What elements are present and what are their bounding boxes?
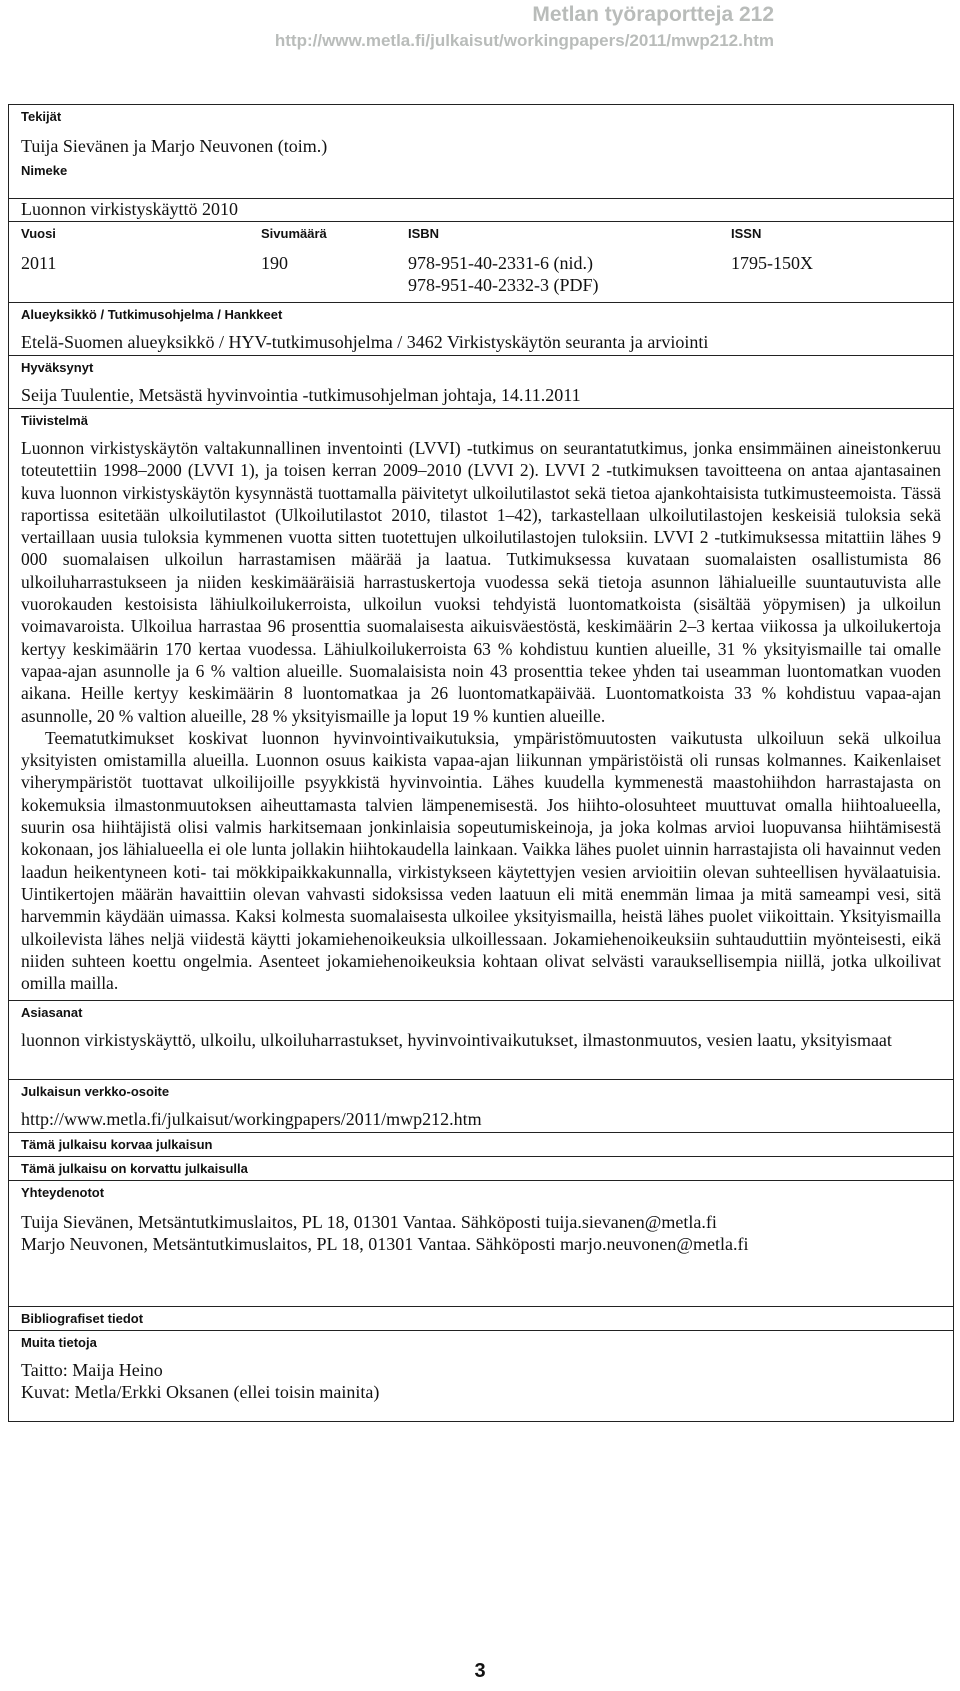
year-cell [21, 222, 261, 302]
web-label: Julkaisun verkko-osoite [21, 1084, 170, 1100]
title-label: Nimeke [21, 163, 68, 178]
contacts-row [9, 1181, 953, 1307]
contacts-label: Yhteydenotot [21, 1185, 105, 1201]
abstract-paragraph-2: Teematutkimukset koskivat luonnon hyvinvointivaikutuksia, ympäristömuutosten vaikutusta ulkoiluun sekä ulkoilua yksityisten omistamilla alueilla. Luonnon osuus kaikista vapaa-ajan liikunnan ympäristöistä oli runsas kolmannes. Kaikenlaiset viherympäristöt tuottavat ulkoilijoille psyykkistä hyvinvointia. Lähes kuudella kymmenestä maastohiihdon harrastajasta on kokemuksia ilmastonmuutoksen aiheuttamasta talvien lämpenemisestä. Jos hiihto-olosuhteet muuttuvat omalla hiihtoalueella, suurin osa hiihtäjistä olisi valmis harkitsemaan jonkinlaisia sopeutumiskeinoja, ja joka kolmas arvioi luopuvansa hiihtämisestä kokonaan, jos lähialueella ei ole lunta jollakin hiihtokaudella lainkaan. Vaikka lähes puolet uinnin harrastajista oli havainnut veden laadun heikentyneen koti- tai mökkipaikkakunnalla, virkistykseen käytettyjen vesien arvioitiin olevan suhteellisen hyvälaatuisia. Uintikertojen määrän havaittiin olevan vahvasti sidoksissa veden laatuun eli mitä enemmän limaa ja mitä sameampi vesi, sitä harvemmin käydään uimassa. Kaksi kolmesta suomalaisesta ulkoilee yksityismailla, heistä lähes puolet viikoittain. Yksityismailla ulkoilevista lähes neljä viidestä käytti jokamiehenoikeuksia ulkoillessaan. Jokamiehenoikeuksiin suhtauduttiin myönteisesti, eikä niiden suhteen koettu ongelmia. Asenteet jokamiehenoikeuksia kohtaan olivat selvästi varauksellisempia niillä, jotka ulkoilivat omilla mailla. [21, 727, 941, 994]
keywords-value: luonnon virkistyskäyttö, ulkoilu, ulkoiluharrastukset, hyvinvointivaikutukset, ilmastonmuutos, vesien laatu, yksityismaat [21, 1030, 892, 1051]
isbn-print: 978-951-40-2331-6 (nid.) [408, 253, 593, 273]
keywords-row [9, 1001, 953, 1080]
authors-label: Tekijät [21, 109, 62, 124]
unit-value: Etelä-Suomen alueyksikkö / HYV-tutkimusohjelma / 3462 Virkistyskäytön seuranta ja arviointi [21, 332, 709, 352]
abstract-row [9, 409, 953, 1001]
year-value: 2011 [21, 253, 57, 273]
other-row [9, 1331, 953, 1421]
replaced-by-label: Tämä julkaisu on korvattu julkaisulla [21, 1161, 248, 1177]
page-number: 3 [474, 1660, 486, 1682]
web-value[interactable]: http://www.metla.fi/julkaisut/workingpapers/2011/mwp212.htm [21, 1109, 482, 1130]
abstract-text [21, 437, 941, 994]
meta-row [9, 222, 953, 303]
description-form [8, 104, 954, 1422]
abstract-label: Tiivistelmä [21, 413, 88, 428]
pages-value: 190 [261, 253, 288, 273]
biblio-label: Bibliografiset tiedot [21, 1311, 144, 1327]
year-label: Vuosi [21, 226, 56, 241]
contact-line-2: Marjo Neuvonen, Metsäntutkimuslaitos, PL 18, 01301 Vantaa. Sähköposti marjo.neuvonen@metla.fi [21, 1234, 749, 1255]
authors-row [9, 105, 953, 199]
keywords-label: Asiasanat [21, 1005, 83, 1021]
unit-label: Alueyksikkö / Tutkimusohjelma / Hankkeet [21, 307, 283, 322]
series-url[interactable]: http://www.metla.fi/julkaisut/workingpapers/2011/mwp212.htm [274, 31, 774, 50]
web-row [9, 1080, 953, 1133]
replaced-by-row [9, 1157, 953, 1181]
contact-line-1: Tuija Sievänen, Metsäntutkimuslaitos, PL 18, 01301 Vantaa. Sähköposti tuija.sievanen@metla.fi [21, 1212, 717, 1233]
other-line-2: Kuvat: Metla/Erkki Oksanen (ellei toisin mainita) [21, 1382, 380, 1403]
isbn-label: ISBN [408, 226, 440, 241]
unit-row [9, 303, 953, 356]
replaces-label: Tämä julkaisu korvaa julkaisun [21, 1137, 213, 1153]
series-title: Metlan työraportteja 212 [532, 3, 774, 26]
authors-value: Tuija Sievänen ja Marjo Neuvonen (toim.) [21, 136, 328, 156]
approved-value: Seija Tuulentie, Metsästä hyvinvointia -tutkimusohjelman johtaja, 14.11.2011 [21, 385, 581, 405]
isbn-cell [408, 222, 731, 302]
page-header [275, 0, 774, 52]
biblio-row [9, 1307, 953, 1331]
pages-cell [261, 222, 408, 302]
title-value: Luonnon virkistyskäyttö 2010 [21, 199, 238, 219]
approved-label: Hyväksynyt [21, 360, 94, 375]
issn-label: ISSN [731, 226, 762, 241]
pages-label: Sivumäärä [261, 226, 327, 241]
isbn-pdf: 978-951-40-2332-3 (PDF) [408, 275, 599, 295]
issn-value: 1795-150X [731, 253, 813, 273]
other-line-1: Taitto: Maija Heino [21, 1360, 163, 1381]
other-label: Muita tietoja [21, 1335, 97, 1351]
replaces-row [9, 1133, 953, 1157]
abstract-paragraph-1: Luonnon virkistyskäytön valtakunnallinen inventointi (LVVI) -tutkimus on seurantatutkimus, jonka ensimmäinen aineistonkeruu toteutettiin 1998–2000 (LVVI 1), ja toisen kerran 2009–2010 (LVVI 2). LVVI 2 -tutkimuksen tavoitteena on antaa ajantasainen kuva luonnon virkistyskäytön kysynnästä tuottamalla päivitetyt ulkoilutilastot sekä tietoa ajankohtaisista tutkimusteemoista. Tässä raportissa esitetään ulkoilutilastot (Ulkoilutilastot 2010, tilastot 1–42), tarkastellaan ulkoilutilastojen keskeisiä tuloksia sekä vertaillaan uusia tuloksia kymmenen vuotta sitten tuotettujen ulkoilutilastojen tuloksiin. LVVI 2 -tutkimuksessa mitattiin lähes 9 000 suomalaisen ulkoilun harrastamisen määrää ja laatua. Tutkimuksessa kuvataan suomalaisten osallistumista 86 ulkoiluharrastukseen ja niiden keskimääräisiä harrastuskertoja vuodessa sekä tietoja asunnon lähialueille suuntautuvista alle vuorokauden kestoisista lähiulkoilukerroista, ulkoilun vuoksi tehdyistä luontomatkoista (sisältää yöpymisen) ja ulkoilun voimavaroista. Ulkoilua harrastaa 96 prosenttia suomalaisesta aikuisväestöstä, keskimäärin 2–3 kertaa viikossa ja ulkoilukertoja kertyy keskimäärin 170 kertaa vuodessa. Lähiulkoilukerroista 63 % kohdistuu kuntien alueille, 31 % yksityismaille tai omalle vapaa-ajan asunnolle ja 6 % valtion alueille. Suomalaisista noin 43 prosenttia tekee yhden tai useamman luontomatkan vuoden aikana. Heille kertyy keskimäärin 8 luontomatkaa ja 26 luontomatkapäivää. Luontomatkoista 33 % kohdistuu vapaa-ajan asunnolle, 20 % valtion alueille, 28 % yksityismaille ja loput 19 % kuntien alueille. [21, 438, 941, 726]
issn-cell [731, 222, 941, 302]
title-row [9, 199, 953, 222]
approved-row [9, 356, 953, 409]
